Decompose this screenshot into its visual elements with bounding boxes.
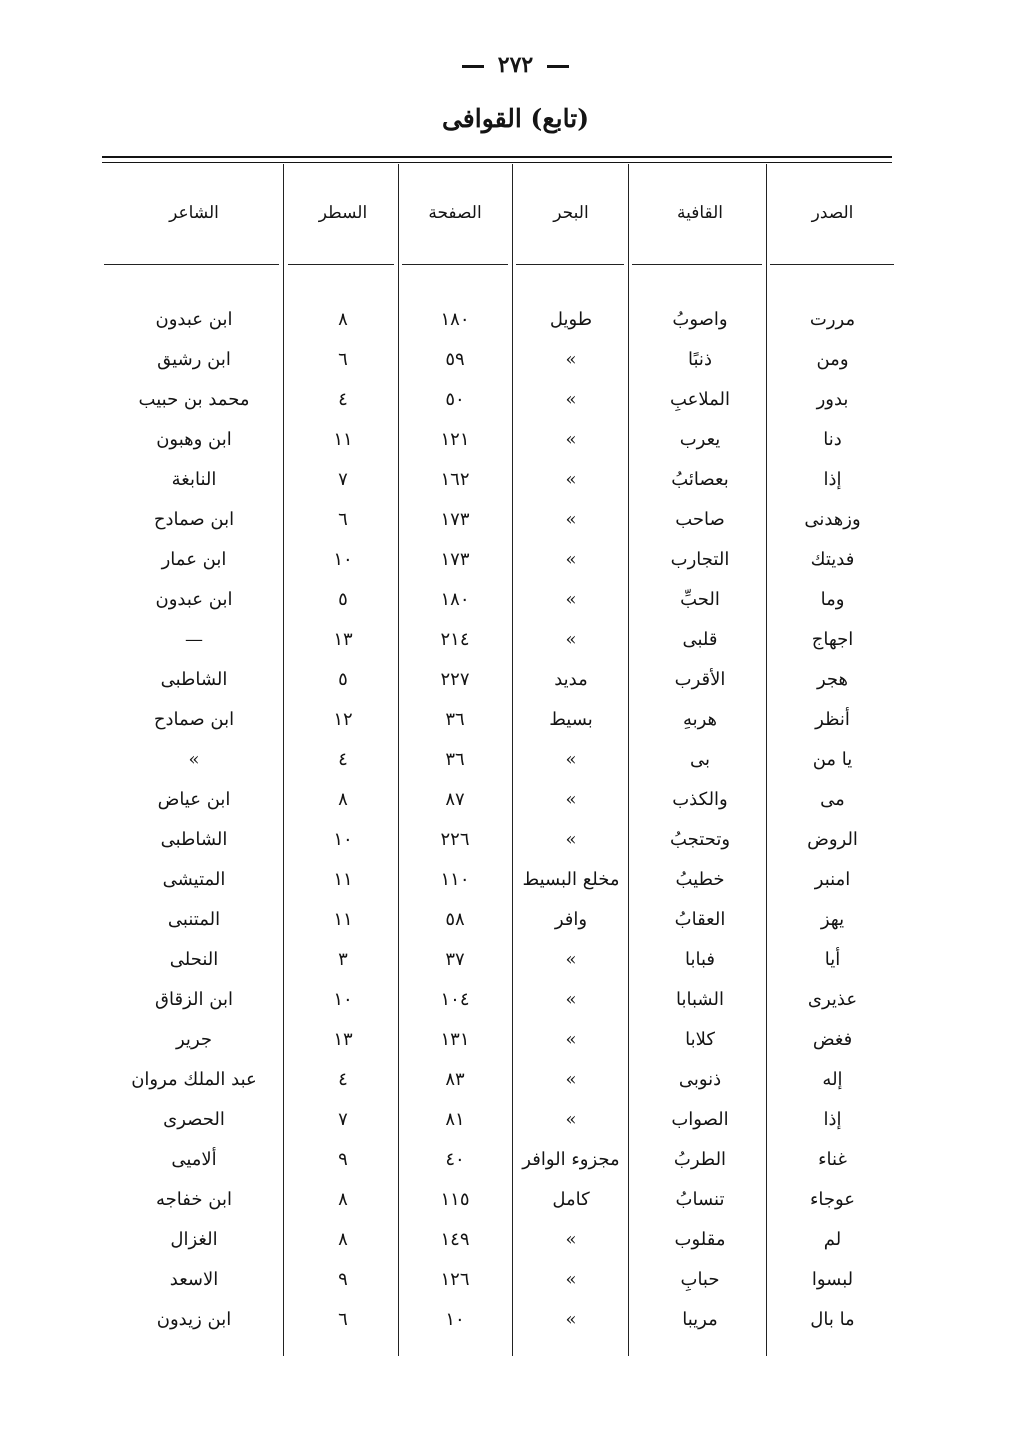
- page-title: (تابع) القوافى: [441, 104, 590, 133]
- cell-bahr: »: [565, 1229, 577, 1250]
- cell-poet: —: [185, 629, 203, 650]
- header-qafiya: القافية: [676, 203, 724, 223]
- cell-poet: ابن صمادح: [153, 709, 235, 730]
- cell-line: ٧: [338, 1109, 348, 1130]
- cell-poet: النحلى: [169, 949, 219, 970]
- cell-sadr: إذا: [823, 469, 842, 490]
- cell-poet: ابن عمار: [161, 549, 227, 570]
- cell-bahr: »: [565, 829, 577, 850]
- cell-qafiya: الملاعبِ: [669, 389, 731, 410]
- cell-line: ٧: [338, 469, 348, 490]
- table-row: [0, 380, 1031, 420]
- cell-poet: ألاميى: [171, 1149, 217, 1170]
- cell-qafiya: ذنبًا: [688, 349, 712, 370]
- table-row: [0, 900, 1031, 940]
- cell-line: ١٠: [333, 829, 353, 850]
- cell-qafiya: العقابُ: [674, 909, 726, 930]
- cell-qafiya: تنسابُ: [675, 1189, 725, 1210]
- cell-sadr: عذيرى: [807, 989, 858, 1010]
- cell-poet: ابن عياض: [157, 789, 231, 810]
- header-line: السطر: [318, 203, 368, 223]
- cell-qafiya: ذنوبى: [678, 1069, 722, 1090]
- table-row: [0, 700, 1031, 740]
- table-row: [0, 860, 1031, 900]
- header-underline: [104, 264, 279, 265]
- cell-bahr: »: [565, 1309, 577, 1330]
- cell-page: ١٧٣: [440, 509, 470, 530]
- cell-sadr: امنبر: [814, 869, 851, 890]
- cell-qafiya: قلبى: [682, 629, 718, 650]
- cell-qafiya: فبابا: [684, 949, 715, 970]
- cell-bahr: »: [565, 1269, 577, 1290]
- table-header: [0, 198, 1031, 228]
- cell-sadr: عوجاء: [809, 1189, 856, 1210]
- cell-poet: ابن الزقاق: [155, 989, 233, 1010]
- cell-page: ٣٧: [445, 949, 465, 970]
- cell-page: ٨٣: [445, 1069, 465, 1090]
- cell-page: ١١٥: [440, 1189, 470, 1210]
- cell-poet: محمد بن حبيب: [138, 389, 250, 410]
- cell-bahr: »: [565, 949, 577, 970]
- cell-qafiya: الصواب: [671, 1109, 729, 1130]
- cell-bahr: »: [565, 1069, 577, 1090]
- cell-qafiya: كلابا: [685, 1029, 715, 1050]
- cell-sadr: بدور: [816, 389, 849, 410]
- cell-page: ٥٩: [445, 349, 465, 370]
- cell-line: ١١: [333, 429, 353, 450]
- cell-qafiya: وتحتجبُ: [669, 829, 731, 850]
- cell-qafiya: الطربُ: [673, 1149, 727, 1170]
- cell-qafiya: مقلوب: [674, 1229, 726, 1250]
- cell-page: ٨١: [445, 1109, 465, 1130]
- cell-bahr: »: [565, 469, 577, 490]
- table-row: [0, 1260, 1031, 1300]
- top-rule: [102, 156, 892, 158]
- cell-qafiya: واصوبُ: [672, 309, 728, 330]
- cell-page: ١٠: [445, 1309, 465, 1330]
- cell-poet: الشاطبى: [160, 669, 228, 690]
- cell-bahr: »: [565, 549, 577, 570]
- cell-bahr: »: [565, 389, 577, 410]
- cell-line: ٤: [338, 389, 348, 410]
- cell-sadr: ومن: [816, 349, 849, 370]
- cell-sadr: أنظر: [815, 709, 850, 730]
- table-row: [0, 820, 1031, 860]
- page-number-dash-left: [462, 65, 484, 68]
- header-page: الصفحة: [428, 203, 482, 223]
- cell-line: ٥: [338, 669, 348, 690]
- cell-page: ٢٢٧: [440, 669, 470, 690]
- header-underline: [402, 264, 508, 265]
- table-row: [0, 660, 1031, 700]
- cell-poet: ابن صمادح: [153, 509, 235, 530]
- cell-line: ٩: [338, 1269, 348, 1290]
- cell-bahr: »: [565, 989, 577, 1010]
- cell-sadr: دنا: [823, 429, 842, 450]
- cell-page: ٢٢٦: [440, 829, 470, 850]
- header-sadr: الصدر: [811, 203, 854, 223]
- cell-page: ١٣١: [440, 1029, 470, 1050]
- cell-line: ١٣: [333, 1029, 353, 1050]
- cell-poet: المتيشى: [162, 869, 226, 890]
- cell-line: ٦: [338, 509, 348, 530]
- cell-poet: ابن عبدون: [155, 309, 233, 330]
- cell-page: ٨٧: [445, 789, 465, 810]
- cell-line: ١٢: [333, 709, 353, 730]
- top-rule-thin: [102, 162, 892, 163]
- cell-qafiya: بى: [689, 749, 710, 770]
- cell-line: ٨: [338, 1229, 348, 1250]
- cell-qafiya: بعصائبُ: [671, 469, 729, 490]
- cell-poet: »: [188, 749, 200, 770]
- cell-poet: الاسعد: [169, 1269, 219, 1290]
- cell-bahr: »: [565, 629, 577, 650]
- cell-qafiya: الأقرب: [674, 669, 726, 690]
- table-row: [0, 940, 1031, 980]
- cell-bahr: وافر: [554, 909, 588, 930]
- cell-bahr: »: [565, 1109, 577, 1130]
- table-row: [0, 1060, 1031, 1100]
- table-row: [0, 500, 1031, 540]
- cell-qafiya: صاحب: [675, 509, 725, 530]
- cell-sadr: مى: [820, 789, 845, 810]
- cell-poet: الحصرى: [163, 1109, 225, 1130]
- cell-page: ١٢٦: [440, 1269, 470, 1290]
- cell-line: ٦: [338, 349, 348, 370]
- header-poet: الشاعر: [169, 203, 219, 223]
- table-row: [0, 540, 1031, 580]
- cell-poet: النابغة: [171, 469, 217, 490]
- cell-qafiya: حبابِ: [680, 1269, 720, 1290]
- cell-bahr: »: [565, 429, 577, 450]
- cell-sadr: ما بال: [810, 1309, 855, 1330]
- cell-bahr: »: [565, 789, 577, 810]
- cell-line: ٤: [338, 1069, 348, 1090]
- cell-sadr: غناء: [818, 1149, 847, 1170]
- cell-line: ١١: [333, 909, 353, 930]
- cell-line: ٨: [338, 309, 348, 330]
- cell-line: ٨: [338, 789, 348, 810]
- cell-page: ١٢١: [440, 429, 470, 450]
- header-underline: [632, 264, 762, 265]
- cell-sadr: يا من: [812, 749, 853, 770]
- cell-line: ٤: [338, 749, 348, 770]
- cell-poet: ابن عبدون: [155, 589, 233, 610]
- cell-bahr: مديد: [554, 669, 588, 690]
- cell-poet: الغزال: [170, 1229, 218, 1250]
- cell-page: ٤٠: [445, 1149, 465, 1170]
- cell-sadr: فديتك: [810, 549, 855, 570]
- cell-qafiya: والكذب: [672, 789, 728, 810]
- cell-line: ٣: [338, 949, 348, 970]
- cell-line: ٨: [338, 1189, 348, 1210]
- cell-poet: جرير: [176, 1029, 212, 1050]
- cell-poet: ابن زيدون: [156, 1309, 232, 1330]
- cell-qafiya: يعرب: [679, 429, 721, 450]
- cell-bahr: »: [565, 1029, 577, 1050]
- cell-bahr: كامل: [552, 1189, 590, 1210]
- cell-qafiya: الشبابا: [676, 989, 724, 1010]
- cell-page: ١١٠: [440, 869, 470, 890]
- cell-page: ٣٦: [445, 709, 465, 730]
- table-row: [0, 620, 1031, 660]
- cell-poet: ابن وهبون: [156, 429, 232, 450]
- cell-sadr: فغض: [812, 1029, 853, 1050]
- table-row: [0, 1300, 1031, 1340]
- table-row: [0, 1220, 1031, 1260]
- cell-poet: المتنبى: [167, 909, 221, 930]
- table-row: [0, 1020, 1031, 1060]
- cell-bahr: »: [565, 509, 577, 530]
- header-underline: [770, 264, 894, 265]
- cell-sadr: وزهدنى: [804, 509, 861, 530]
- cell-line: ٦: [338, 1309, 348, 1330]
- table-row: [0, 340, 1031, 380]
- cell-bahr: طويل: [549, 309, 593, 330]
- table-row: [0, 580, 1031, 620]
- cell-page: ٣٦: [445, 749, 465, 770]
- cell-bahr: مجزوء الوافر: [522, 1149, 620, 1170]
- header-underline: [288, 264, 394, 265]
- cell-sadr: يهز: [820, 909, 845, 930]
- cell-sadr: لبسوا: [811, 1269, 854, 1290]
- cell-bahr: بسيط: [549, 709, 593, 730]
- cell-sadr: مررت: [809, 309, 856, 330]
- cell-line: ٥: [338, 589, 348, 610]
- cell-bahr: »: [565, 589, 577, 610]
- table-row: [0, 980, 1031, 1020]
- cell-sadr: إله: [822, 1069, 843, 1090]
- cell-qafiya: خطيبُ: [675, 869, 725, 890]
- table-row: [0, 740, 1031, 780]
- cell-line: ٩: [338, 1149, 348, 1170]
- cell-page: ١٤٩: [440, 1229, 470, 1250]
- cell-page: ١٧٣: [440, 549, 470, 570]
- cell-sadr: وما: [820, 589, 845, 610]
- header-bahr: البحر: [553, 203, 589, 223]
- cell-poet: الشاطبى: [160, 829, 228, 850]
- table-row: [0, 300, 1031, 340]
- cell-bahr: مخلع البسيط: [522, 869, 620, 890]
- table-row: [0, 420, 1031, 460]
- cell-page: ١٦٢: [440, 469, 470, 490]
- cell-qafiya: مريبا: [682, 1309, 718, 1330]
- cell-sadr: لم: [823, 1229, 842, 1250]
- cell-page: ١٨٠: [440, 589, 470, 610]
- cell-page: ٥٨: [445, 909, 465, 930]
- cell-line: ١٠: [333, 989, 353, 1010]
- page-number: [0, 52, 1031, 78]
- cell-qafiya: هربهِ: [682, 709, 718, 730]
- cell-sadr: اجهاج: [811, 629, 854, 650]
- cell-sadr: الروض: [807, 829, 858, 850]
- cell-bahr: »: [565, 349, 577, 370]
- page-number-dash-right: [547, 65, 569, 68]
- table-row: [0, 1100, 1031, 1140]
- cell-qafiya: التجارب: [670, 549, 730, 570]
- page-number-value: ٢٧٢: [497, 52, 534, 78]
- cell-poet: عبد الملك مروان: [131, 1069, 257, 1090]
- table-row: [0, 780, 1031, 820]
- cell-page: ١٠٤: [440, 989, 470, 1010]
- cell-sadr: أيا: [824, 949, 841, 970]
- cell-sadr: هجر: [816, 669, 849, 690]
- table-row: [0, 1180, 1031, 1220]
- cell-qafiya: الحبِّ: [680, 589, 720, 610]
- cell-line: ١١: [333, 869, 353, 890]
- cell-poet: ابن خفاجه: [156, 1189, 232, 1210]
- cell-poet: ابن رشيق: [157, 349, 231, 370]
- header-underline: [516, 264, 624, 265]
- table-row: [0, 1140, 1031, 1180]
- cell-page: ٢١٤: [440, 629, 470, 650]
- table-row: [0, 460, 1031, 500]
- cell-bahr: »: [565, 749, 577, 770]
- cell-page: ٥٠: [445, 389, 465, 410]
- cell-line: ١٣: [333, 629, 353, 650]
- cell-sadr: إذا: [823, 1109, 842, 1130]
- cell-line: ١٠: [333, 549, 353, 570]
- cell-page: ١٨٠: [440, 309, 470, 330]
